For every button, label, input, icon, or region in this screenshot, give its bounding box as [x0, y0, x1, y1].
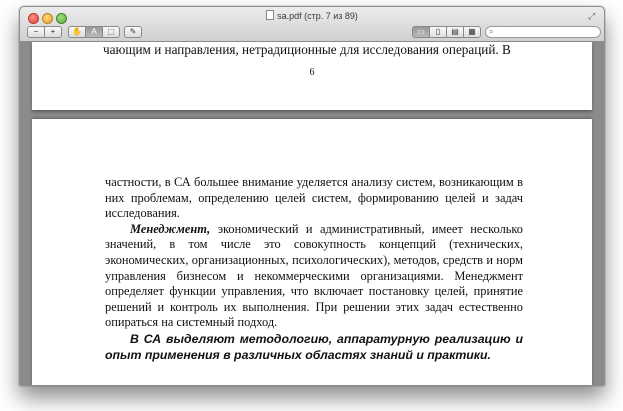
contact-sheet-icon: ▦	[468, 27, 476, 36]
search-icon: ⌕	[489, 27, 494, 36]
hand-icon: ✋	[72, 27, 82, 36]
contact-sheet-view-button[interactable]	[463, 26, 481, 38]
single-page-view-button[interactable]	[412, 26, 430, 38]
zoom-out-button[interactable]	[27, 26, 45, 38]
pencil-icon: ✎	[129, 27, 137, 36]
emphasized-paragraph: В СА выделяют методологию, аппаратурную реализацию и опыт применения в различных областях знаний и практики.	[105, 331, 523, 362]
pdf-document-icon	[266, 10, 274, 20]
title-bar	[20, 7, 604, 42]
paragraph-management-text: экономический и административный, имеет несколько значений, в том числе это совокупность концепций (технических, экономических, организационных, психологических), методов, средств и норм управления бизнесом и некоммерческими организациями. Менеджмент определяет функции управления, что включает постановку целей, принятие решений и контроль их выполнения. При решении этих задач естественно опираться на системный подход.	[105, 221, 523, 330]
fullscreen-icon[interactable]: ⤢	[588, 11, 596, 21]
single-page-icon: ▭	[417, 27, 425, 36]
text-tool-label: A	[91, 27, 97, 36]
pdf-page-previous	[32, 42, 592, 110]
page-body-text	[105, 175, 523, 363]
document-viewport[interactable]	[20, 42, 604, 385]
selection-icon: ⬚	[107, 27, 115, 36]
preview-window	[19, 6, 605, 386]
annotate-button[interactable]	[124, 26, 142, 38]
page-number: 6	[309, 67, 315, 78]
annotate-controls	[124, 26, 142, 37]
term-management: Менеджмент,	[130, 221, 211, 236]
previous-page-last-line: чающим и направления, нетрадиционные для исследования операций. В	[103, 42, 511, 57]
search-input[interactable]	[485, 26, 601, 38]
hand-tool-button[interactable]	[68, 26, 86, 38]
thumbnails-icon: ▤	[451, 27, 459, 36]
window-title-text: sa.pdf (стр. 7 из 89)	[277, 11, 358, 21]
thumbnails-view-button[interactable]	[446, 26, 464, 38]
pdf-page-current	[32, 119, 592, 386]
paragraph-systems-analysis: частности, в СА большее внимание уделяется анализу систем, возникающим в них проблемам, определению целей систем, формированию целей и задач исследования.	[105, 175, 523, 221]
select-tool-button[interactable]	[102, 26, 120, 38]
window-title	[20, 10, 604, 21]
zoom-controls	[27, 26, 62, 37]
zoom-in-button[interactable]	[44, 26, 62, 38]
two-page-icon: ▯	[435, 27, 441, 36]
view-mode-controls	[412, 26, 481, 37]
text-tool-button[interactable]	[85, 26, 103, 38]
zoom-in-icon: +	[50, 27, 56, 36]
paragraph-management	[105, 222, 523, 331]
zoom-out-icon: −	[33, 27, 39, 36]
two-page-view-button[interactable]	[429, 26, 447, 38]
tool-selector	[68, 26, 120, 37]
